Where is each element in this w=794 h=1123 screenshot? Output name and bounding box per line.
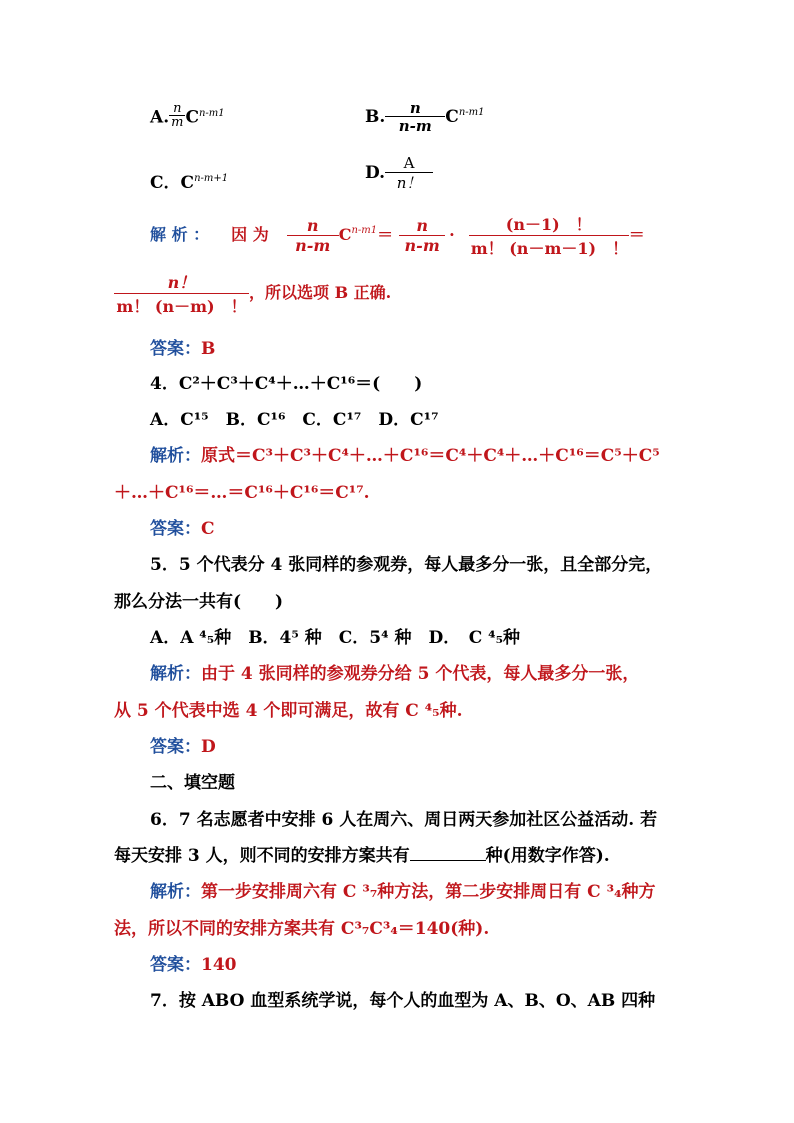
- q5-answer: 答案：D: [150, 737, 216, 757]
- q5-stem-line2: 那么分法一共有( ): [114, 592, 284, 612]
- q6-stem-line1: 6．7 名志愿者中安排 6 人在周六、周日两天参加社区公益活动. 若: [150, 810, 658, 830]
- q6-answer: 答案：140: [150, 955, 237, 975]
- q4-solution-line2: ＋…＋C¹⁶＝…＝C¹⁶＋C¹⁶＝C¹⁷.: [114, 483, 370, 503]
- q7-stem-line1: 7．按 ABO 血型系统学说，每个人的血型为 A、B、O、AB 四种: [150, 991, 656, 1011]
- q6-solution-line2: 法，所以不同的安排方案共有 C³₇C³₄＝140(种).: [114, 919, 490, 939]
- q5-stem-line1: 5．5 个代表分 4 张同样的参观券，每人最多分一张，且全部分完，: [150, 555, 663, 575]
- q3-answer: 答案：B: [150, 339, 216, 359]
- q3-option-d: D. $\frac{A}{n!}$: [365, 154, 433, 193]
- q4-stem: 4．C²＋C³＋C⁴＋…＋C¹⁶＝( ): [150, 374, 423, 394]
- q6-stem-line2: 每天安排 3 人，则不同的安排方案共有 种(用数字作答).: [114, 846, 610, 866]
- q3-option-b: B. $\frac{n}{n-m}$ $C^{n-m1}$: [365, 99, 485, 135]
- q4-options: A．C¹⁵ B．C¹⁶ C．C¹⁷ D．C¹⁷: [150, 410, 439, 430]
- q5-options: A．A ⁴₅种 B．4⁵ 种 C．5⁴ 种 D． C ⁴₅种: [150, 628, 521, 648]
- q3-option-c: C．$C^{n-m+1}$: [150, 173, 229, 193]
- q3-solution-line1: 解 析 ： 因 为 $\frac{n}{n-m}$ $C^{n-m1}=$ $\frac{n}{n-m}$ · $\frac{(n-1) !}{m! (n-m-1) !}$ ＝: [150, 215, 645, 258]
- q4-solution-line1: 解析：原式＝C³＋C³＋C⁴＋…＋C¹⁶＝C⁴＋C⁴＋…＋C¹⁶＝C⁵＋C⁵: [150, 446, 660, 466]
- q4-answer: 答案：C: [150, 519, 215, 539]
- q5-solution-line2: 从 5 个代表中选 4 个即可满足，故有 C ⁴₅种.: [114, 701, 463, 721]
- q6-solution-line1: 解析：第一步安排周六有 C ³₇种方法，第二步安排周日有 C ³₄种方: [150, 882, 656, 902]
- answer-blank: [410, 846, 486, 861]
- q5-solution-line1: 解析：由于 4 张同样的参观券分给 5 个代表，每人最多分一张，: [150, 664, 640, 684]
- q3-option-a: A. $\frac{n}{m}$ $C^{n-m1}$: [150, 101, 225, 130]
- section-heading: 二、填空题: [150, 773, 235, 793]
- q3-solution-line2: $\frac{n!}{m! (n-m) !}$ ，所以选项 B 正确.: [114, 270, 391, 317]
